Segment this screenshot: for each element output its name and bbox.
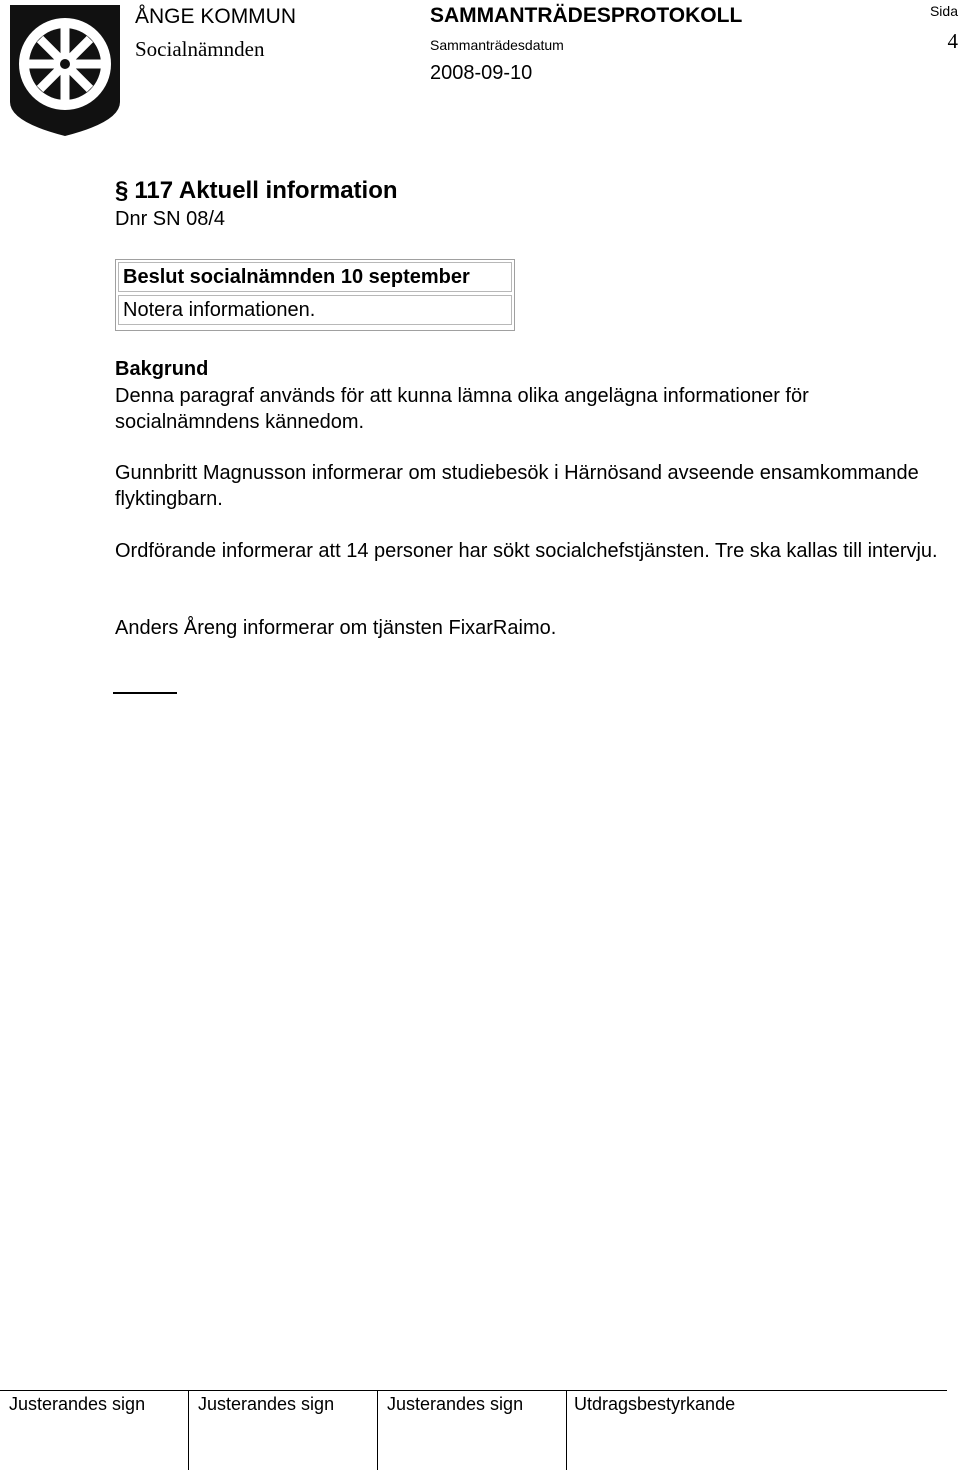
decision-box [115, 259, 515, 331]
municipal-shield-wheel-icon [6, 2, 124, 138]
section-end-rule [113, 692, 177, 694]
background-paragraph: Anders Åreng informerar om tjänsten FixarRaimo. [115, 617, 557, 639]
page-number: 4 [947, 29, 958, 53]
page-label: Sida [929, 3, 958, 19]
municipality-name: ÅNGE KOMMUN [135, 5, 297, 28]
department-name: Socialnämnden [135, 37, 265, 61]
section-heading [115, 176, 398, 206]
background-paragraph: Gunnbritt Magnusson informerar om studiebesök i Härnösand avseende ensamkommande flyktingbarn. [115, 462, 919, 510]
meeting-date-value: 2008-09-10 [430, 62, 533, 84]
signature-field: Justerandes sign [378, 1391, 567, 1470]
background-paragraph: Denna paragraf används för att kunna lämna olika angelägna informationer för socialnämndens kännedom. [115, 385, 809, 433]
document-title: SAMMANTRÄDESPROTOKOLL [430, 4, 743, 27]
decision-text: Notera informationen. [118, 295, 512, 325]
background-title: Bakgrund [115, 358, 209, 380]
certification-field: Utdragsbestyrkande [574, 1394, 736, 1414]
background-paragraph: Ordförande informerar att 14 personer har sökt socialchefstjänsten. Tre ska kallas till intervju. [115, 540, 938, 562]
paragraph-sign: § [115, 177, 129, 204]
meeting-date-label: Sammanträdesdatum [430, 37, 564, 53]
signature-field: Justerandes sign [189, 1391, 378, 1470]
signature-field: Justerandes sign [0, 1391, 189, 1470]
decision-title: Beslut socialnämnden 10 september [118, 262, 512, 292]
signature-footer [0, 1390, 947, 1470]
case-number: Dnr SN 08/4 [115, 208, 226, 230]
section-heading-text: 117 Aktuell information [134, 177, 398, 204]
